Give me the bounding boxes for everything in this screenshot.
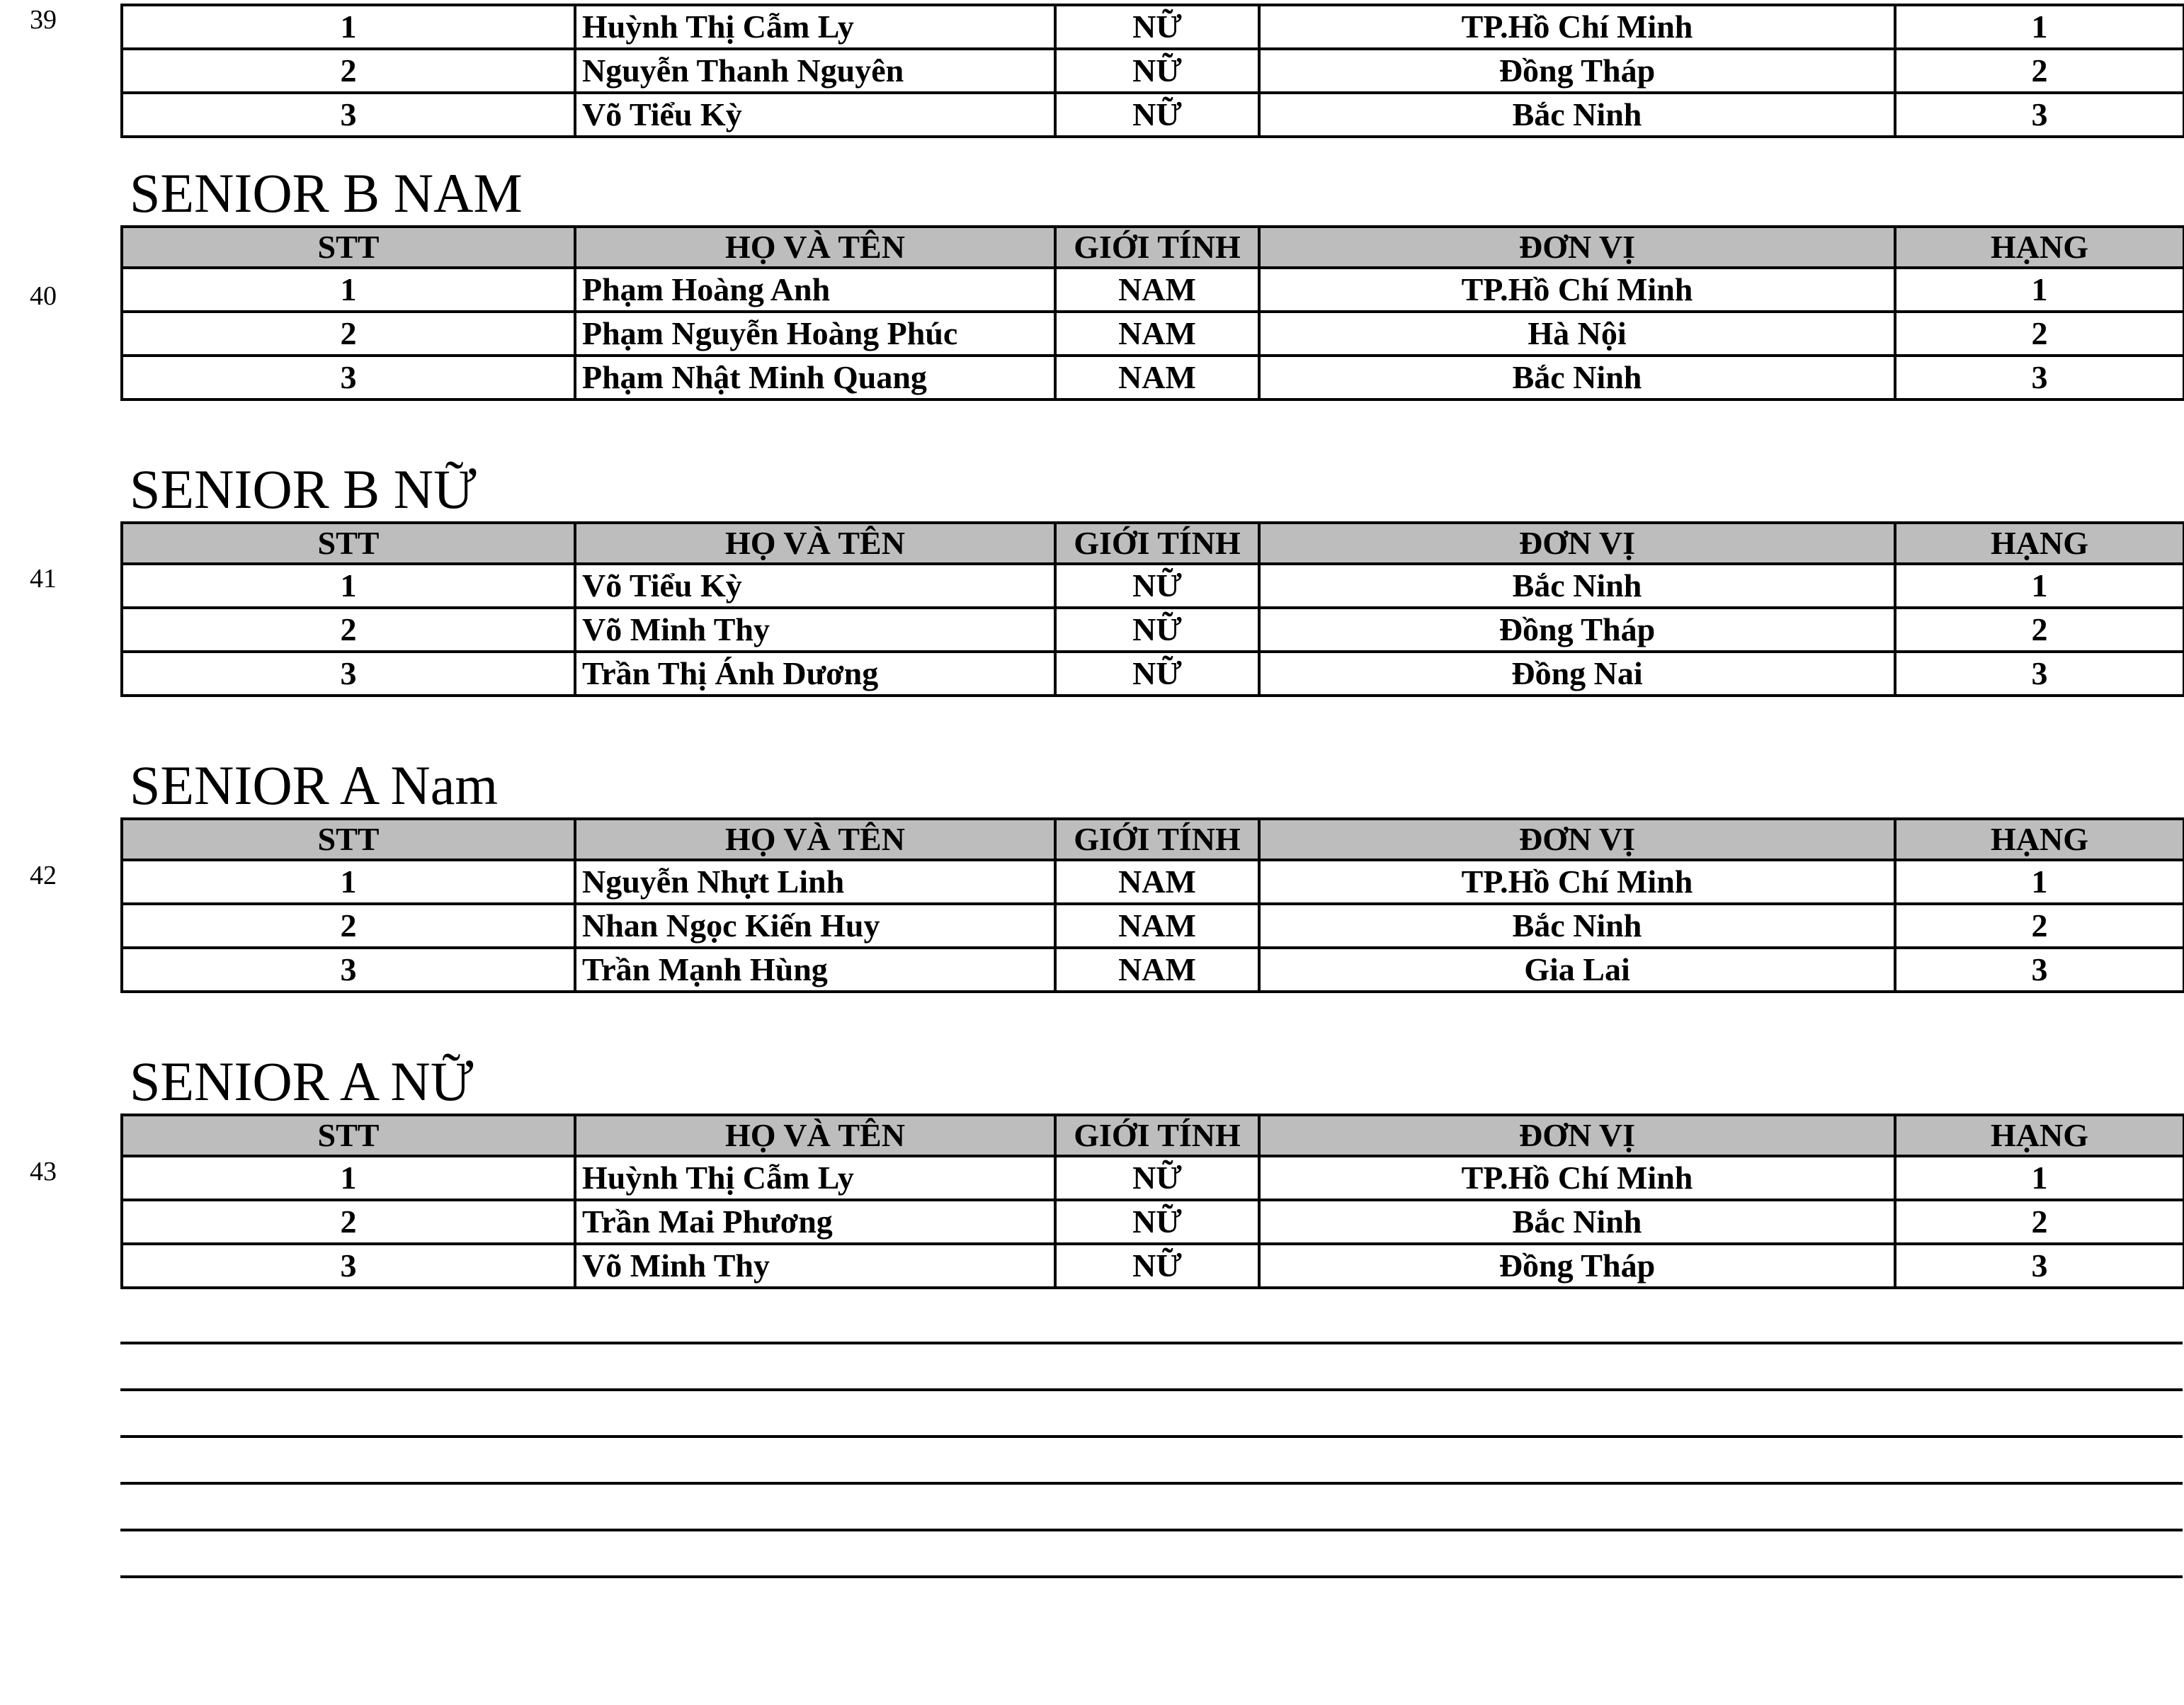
name-cell: Huỳnh Thị Cẫm Ly <box>575 5 1055 49</box>
table-row <box>122 356 2184 400</box>
section-number: 41 <box>30 564 57 594</box>
header-unit: ĐƠN VỊ <box>1259 227 1895 268</box>
stt-cell: 2 <box>122 904 575 948</box>
rank-cell: 3 <box>1895 356 2184 400</box>
table-row <box>122 1244 2184 1288</box>
table-row <box>122 93 2184 137</box>
header-gender: GIỚI TÍNH <box>1055 819 1259 860</box>
gender-cell: NAM <box>1055 312 1259 356</box>
results-table <box>120 1114 2184 1289</box>
header-stt: STT <box>122 1115 575 1156</box>
rank-cell: 2 <box>1895 608 2184 652</box>
table-row <box>122 860 2184 904</box>
name-cell: Phạm Hoàng Anh <box>575 268 1055 312</box>
table-row <box>122 49 2184 93</box>
name-cell: Võ Tiểu Kỳ <box>575 93 1055 137</box>
rank-cell: 2 <box>1895 49 2184 93</box>
stt-cell: 3 <box>122 356 575 400</box>
rank-cell: 2 <box>1895 904 2184 948</box>
header-row <box>122 819 2184 860</box>
unit-cell: TP.Hồ Chí Minh <box>1259 268 1895 312</box>
rank-cell: 2 <box>1895 312 2184 356</box>
table-row <box>122 1156 2184 1200</box>
header-row <box>122 227 2184 268</box>
gender-cell: NAM <box>1055 356 1259 400</box>
header-stt: STT <box>122 819 575 860</box>
header-name: HỌ VÀ TÊN <box>575 819 1055 860</box>
results-table <box>120 4 2184 138</box>
name-cell: Võ Minh Thy <box>575 1244 1055 1288</box>
gender-cell: NỮ <box>1055 5 1259 49</box>
header-unit: ĐƠN VỊ <box>1259 819 1895 860</box>
stt-cell: 2 <box>122 608 575 652</box>
header-rank: HẠNG <box>1895 523 2184 564</box>
header-stt: STT <box>122 523 575 564</box>
unit-cell: Bắc Ninh <box>1259 564 1895 608</box>
stt-cell: 3 <box>122 948 575 992</box>
stt-cell: 3 <box>122 93 575 137</box>
blank-line <box>120 1435 2183 1438</box>
stt-cell: 1 <box>122 860 575 904</box>
blank-line <box>120 1575 2183 1578</box>
section-title: SENIOR B NAM <box>130 162 523 224</box>
stt-cell: 1 <box>122 268 575 312</box>
rank-cell: 3 <box>1895 1244 2184 1288</box>
unit-cell: Bắc Ninh <box>1259 1200 1895 1244</box>
stt-cell: 1 <box>122 5 575 49</box>
header-name: HỌ VÀ TÊN <box>575 523 1055 564</box>
header-unit: ĐƠN VỊ <box>1259 523 1895 564</box>
gender-cell: NỮ <box>1055 49 1259 93</box>
table-row <box>122 312 2184 356</box>
table-row <box>122 564 2184 608</box>
rank-cell: 1 <box>1895 268 2184 312</box>
unit-cell: Đồng Tháp <box>1259 608 1895 652</box>
gender-cell: NAM <box>1055 268 1259 312</box>
blank-line <box>120 1482 2183 1485</box>
name-cell: Võ Minh Thy <box>575 608 1055 652</box>
gender-cell: NỮ <box>1055 608 1259 652</box>
unit-cell: TP.Hồ Chí Minh <box>1259 5 1895 49</box>
section-title: SENIOR B NỮ <box>130 458 477 520</box>
rank-cell: 3 <box>1895 652 2184 696</box>
gender-cell: NỮ <box>1055 93 1259 137</box>
rank-cell: 1 <box>1895 1156 2184 1200</box>
gender-cell: NỮ <box>1055 1156 1259 1200</box>
unit-cell: Đồng Tháp <box>1259 1244 1895 1288</box>
table-row <box>122 904 2184 948</box>
stt-cell: 2 <box>122 49 575 93</box>
unit-cell: Hà Nội <box>1259 312 1895 356</box>
header-row <box>122 1115 2184 1156</box>
header-unit: ĐƠN VỊ <box>1259 1115 1895 1156</box>
stt-cell: 1 <box>122 564 575 608</box>
gender-cell: NỮ <box>1055 1244 1259 1288</box>
blank-line <box>120 1529 2183 1531</box>
gender-cell: NAM <box>1055 948 1259 992</box>
gender-cell: NỮ <box>1055 564 1259 608</box>
name-cell: Phạm Nhật Minh Quang <box>575 356 1055 400</box>
rank-cell: 3 <box>1895 93 2184 137</box>
header-rank: HẠNG <box>1895 227 2184 268</box>
name-cell: Huỳnh Thị Cẫm Ly <box>575 1156 1055 1200</box>
rank-cell: 2 <box>1895 1200 2184 1244</box>
table-row <box>122 948 2184 992</box>
section-number: 40 <box>30 281 57 311</box>
name-cell: Nguyễn Nhựt Linh <box>575 860 1055 904</box>
rank-cell: 1 <box>1895 564 2184 608</box>
table-row <box>122 652 2184 696</box>
name-cell: Nguyễn Thanh Nguyên <box>575 49 1055 93</box>
header-name: HỌ VÀ TÊN <box>575 227 1055 268</box>
name-cell: Trần Mai Phương <box>575 1200 1055 1244</box>
blank-line <box>120 1388 2183 1391</box>
gender-cell: NỮ <box>1055 652 1259 696</box>
unit-cell: TP.Hồ Chí Minh <box>1259 1156 1895 1200</box>
unit-cell: Bắc Ninh <box>1259 356 1895 400</box>
stt-cell: 2 <box>122 1200 575 1244</box>
name-cell: Nhan Ngọc Kiến Huy <box>575 904 1055 948</box>
stt-cell: 2 <box>122 312 575 356</box>
unit-cell: TP.Hồ Chí Minh <box>1259 860 1895 904</box>
table-row <box>122 268 2184 312</box>
results-table <box>120 817 2184 993</box>
rank-cell: 1 <box>1895 860 2184 904</box>
header-gender: GIỚI TÍNH <box>1055 227 1259 268</box>
unit-cell: Đồng Nai <box>1259 652 1895 696</box>
header-stt: STT <box>122 227 575 268</box>
stt-cell: 1 <box>122 1156 575 1200</box>
section-number: 42 <box>30 861 57 890</box>
name-cell: Trần Mạnh Hùng <box>575 948 1055 992</box>
section-title: SENIOR A Nam <box>130 754 499 816</box>
gender-cell: NAM <box>1055 860 1259 904</box>
rank-cell: 3 <box>1895 948 2184 992</box>
header-rank: HẠNG <box>1895 1115 2184 1156</box>
stt-cell: 3 <box>122 1244 575 1288</box>
section-number: 39 <box>30 5 57 35</box>
header-rank: HẠNG <box>1895 819 2184 860</box>
table-row <box>122 608 2184 652</box>
header-gender: GIỚI TÍNH <box>1055 523 1259 564</box>
section-number: 43 <box>30 1157 57 1186</box>
blank-line <box>120 1342 2183 1344</box>
name-cell: Trần Thị Ánh Dương <box>575 652 1055 696</box>
header-gender: GIỚI TÍNH <box>1055 1115 1259 1156</box>
name-cell: Phạm Nguyễn Hoàng Phúc <box>575 312 1055 356</box>
gender-cell: NỮ <box>1055 1200 1259 1244</box>
unit-cell: Bắc Ninh <box>1259 93 1895 137</box>
table-row <box>122 5 2184 49</box>
header-name: HỌ VÀ TÊN <box>575 1115 1055 1156</box>
name-cell: Võ Tiểu Kỳ <box>575 564 1055 608</box>
unit-cell: Gia Lai <box>1259 948 1895 992</box>
stt-cell: 3 <box>122 652 575 696</box>
results-table <box>120 521 2184 697</box>
section-title: SENIOR A NỮ <box>130 1050 474 1112</box>
results-table <box>120 225 2184 401</box>
gender-cell: NAM <box>1055 904 1259 948</box>
table-row <box>122 1200 2184 1244</box>
unit-cell: Bắc Ninh <box>1259 904 1895 948</box>
header-row <box>122 523 2184 564</box>
rank-cell: 1 <box>1895 5 2184 49</box>
unit-cell: Đồng Tháp <box>1259 49 1895 93</box>
